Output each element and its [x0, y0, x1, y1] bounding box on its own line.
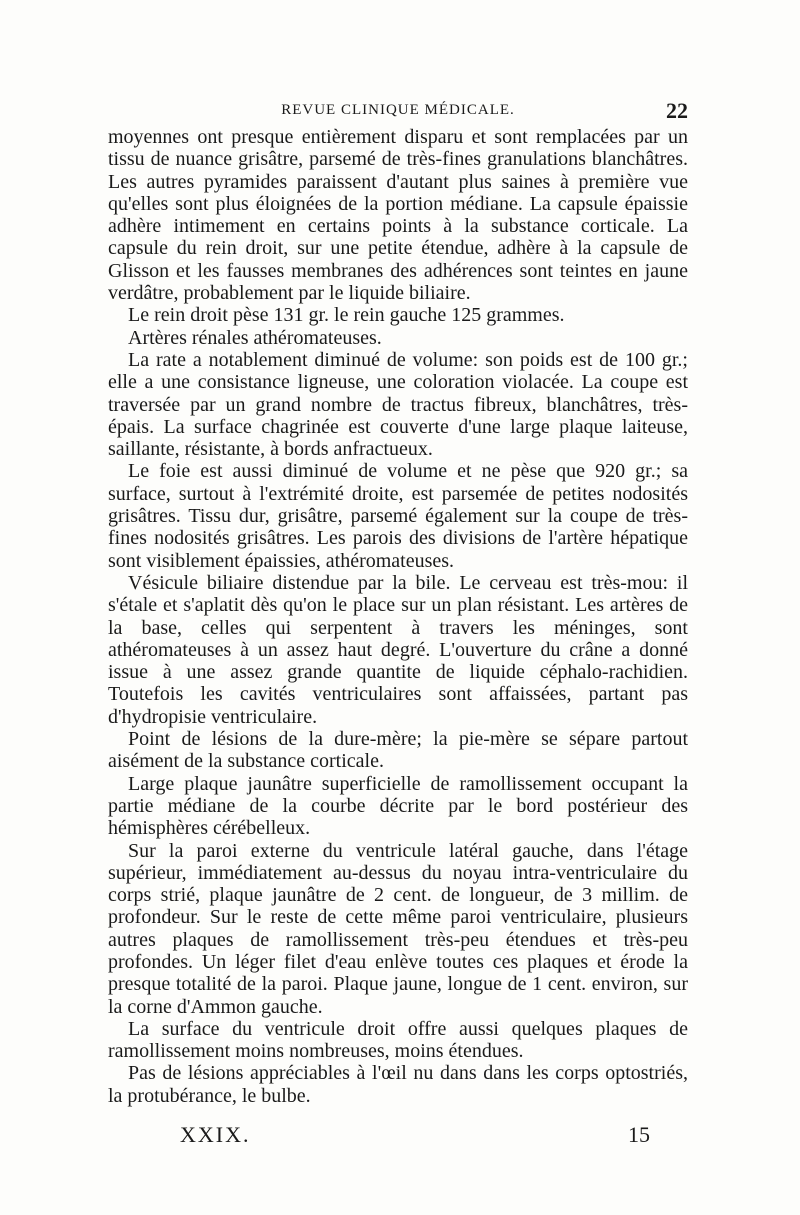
page-number: 22 — [666, 98, 688, 123]
paragraph-cerebellum-plaque: Large plaque jaunâtre superficielle de ramollissement occupant la partie médiane de la courbe décrite par le bord postérieur des hémisphères cérébelleux. — [108, 772, 688, 840]
paragraph-dura-mater: Point de lésions de la dure-mère; la pie-mère se sépare partout aisément de la substance corticale. — [108, 728, 688, 773]
footer — [150, 1122, 650, 1152]
body-text — [108, 126, 688, 1107]
paragraph-liver: Le foie est aussi diminué de volume et ne pèse que 920 gr.; sa surface, surtout à l'extrémité droite, est parsemée de petites nodosités grisâtres. Tissu dur, grisâtre, parsemé également sur la coupe de très-fines nodosités grisâtres. Les parois des divisions de l'artère hépatique sont visiblement épaissies, athéromateuses. — [108, 460, 688, 572]
signature-number: 15 — [628, 1122, 650, 1147]
paragraph-gallbladder-brain: Vésicule biliaire distendue par la bile. Le cerveau est très-mou: il s'étale et s'aplatit dès qu'on le place sur un plan résistant. Les artères de la base, celles qui serpentent à travers les méninges, sont athéromateuses à un assez haut degré. L'ouverture du crâne a donné issue à une assez grande quantite de liquide céphalo-rachidien. Toutefois les cavités ventriculaires sont affaissées, partant pas d'hydropisie ventriculaire. — [108, 571, 688, 728]
paragraph-right-ventricle: La surface du ventricule droit offre aussi quelques plaques de ramollissement moins nombreuses, moins étendues. — [108, 1017, 688, 1063]
paragraph-renal-arteries: Artères rénales athéromateuses. — [128, 326, 382, 349]
running-head — [108, 98, 688, 122]
paragraph-kidney-weight: Le rein droit pèse 131 gr. le rein gauche 125 grammes. — [128, 304, 565, 327]
running-title: REVUE CLINIQUE MÉDICALE. — [281, 102, 515, 118]
paragraph-left-ventricle: Sur la paroi externe du ventricule latéral gauche, dans l'étage supérieur, immédiatement au-dessus du noyau intra-ventriculaire du corps strié, plaque jaunâtre de 2 cent. de longueur, de 3 millim. de profondeur. Sur le reste de cette même paroi ventriculaire, plusieurs autres plaques de ramollissement très-peu étendues et très-peu profondes. Un léger filet d'eau enlève toutes ces plaques et érode la presque totalité de la paroi. Plaque jaune, longue de 1 cent. environ, sur la corne d'Ammon gauche. — [108, 839, 688, 1018]
signature-mark: XXIX. — [180, 1122, 251, 1147]
paragraph-spleen: La rate a notablement diminué de volume: son poids est de 100 gr.; elle a une consistance ligneuse, une coloration violacée. La coupe est traversée par un grand nombre de tractus fibreux, blanchâtres, très-épais. La surface chagrinée est couverte d'une large plaque laiteuse, saillante, résistante, à bords anfractueux. — [108, 348, 688, 461]
paragraph-kidney-description: moyennes ont presque entièrement disparu et sont remplacées par un tissu de nuance grisâtre, parsemé de très-fines granulations blanchâtres. Les autres pyramides paraissent d'autant plus saines à première vue qu'elles sont plus éloignées de la portion médiane. La capsule épaissie adhère intimement en certains points à la substance corticale. La capsule du rein droit, sur une petite étendue, adhère à la capsule de Glisson et les fausses membranes des adhérences sont teintes en jaune verdâtre, probablement par le liquide biliaire. — [108, 126, 688, 305]
paragraph-no-lesions: Pas de lésions appréciables à l'œil nu dans dans les corps optostriés, la protubérance, le bulbe. — [108, 1062, 688, 1107]
